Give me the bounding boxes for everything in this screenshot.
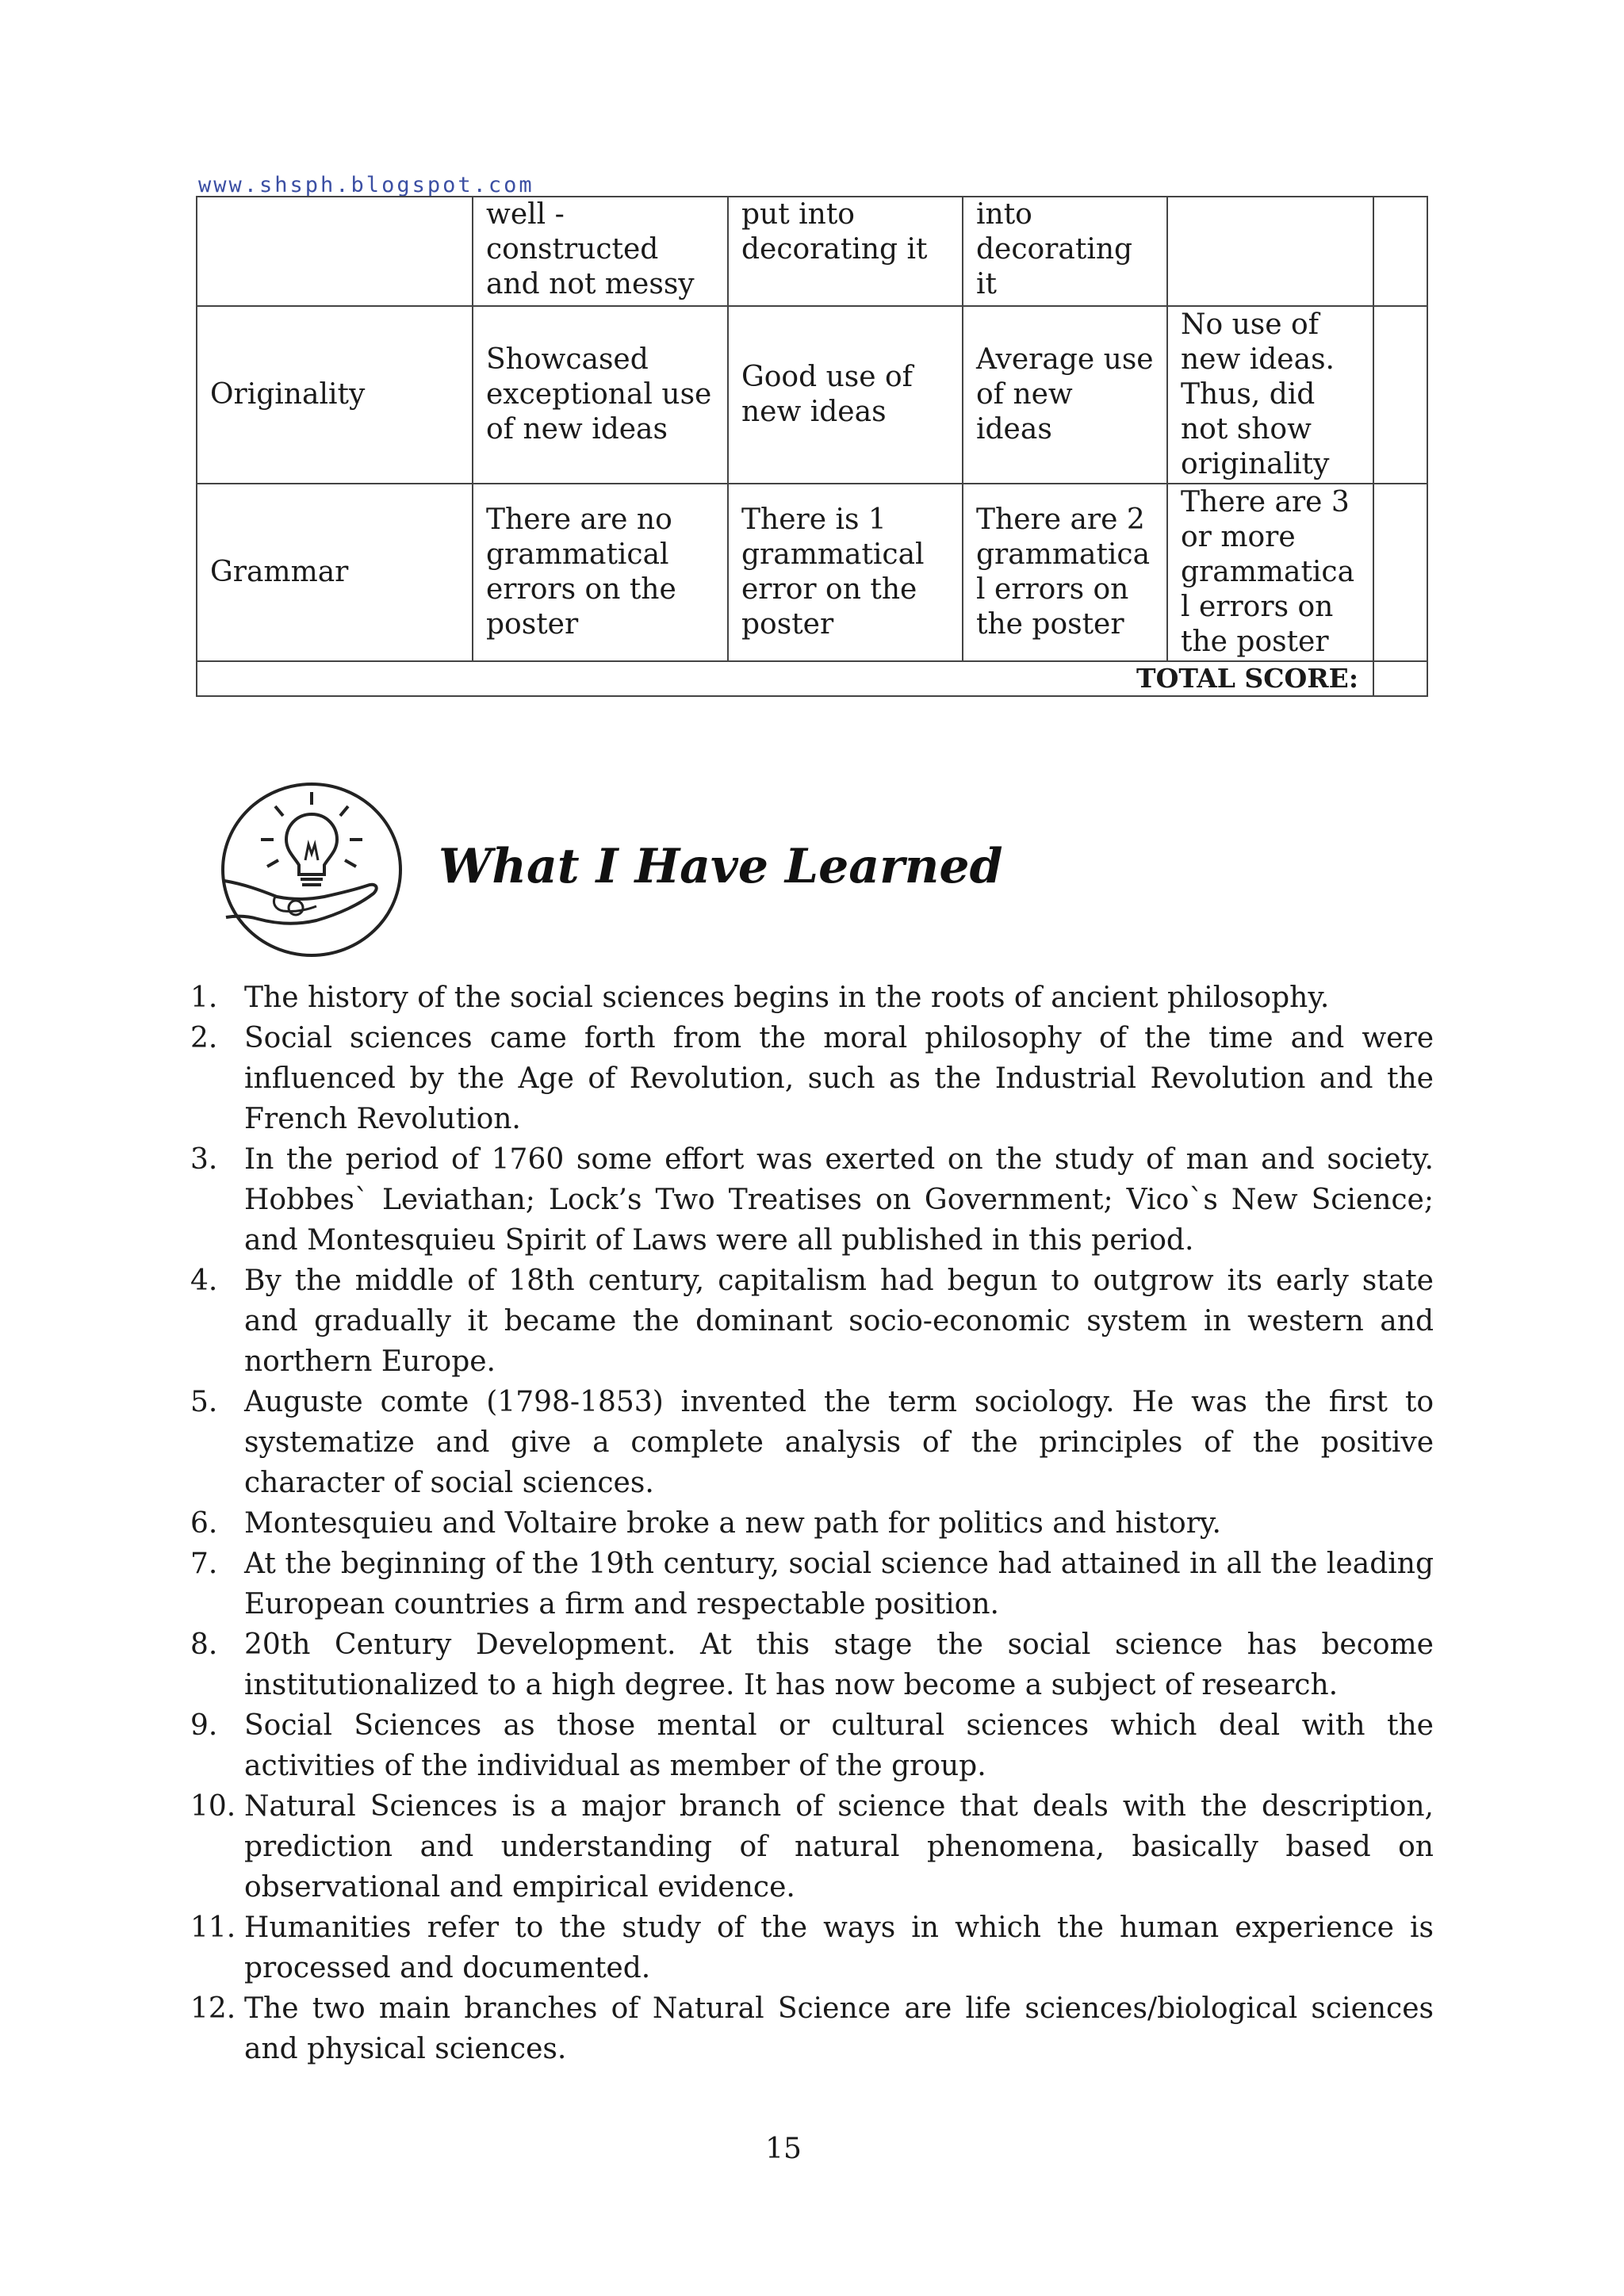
learned-list [190,978,1434,2069]
item-number: 9. [190,1709,218,1742]
rubric-cell: well - constructed and not messy [473,197,728,306]
list-item [190,1624,1434,1705]
rubric-cell: There are 3 or more grammatica l errors on the poster [1167,484,1373,661]
list-item [190,978,1434,1018]
table-row-continued [197,197,1427,306]
list-item [190,1261,1434,1382]
table-row-originality [197,306,1427,484]
score-cell[interactable] [1373,197,1427,306]
rubric-cell: Good use of new ideas [728,306,963,484]
criterion-cell: Grammar [197,484,473,661]
item-number: 10. [190,1790,236,1823]
list-item [190,1908,1434,1988]
item-number: 12. [190,1992,236,2025]
rubric-cell: Showcased exceptional use of new ideas [473,306,728,484]
item-number: 3. [190,1143,218,1176]
rubric-cell: into decorating it [963,197,1167,306]
table-row-grammar [197,484,1427,661]
rubric-cell [1167,197,1373,306]
watermark-url[interactable]: www.shsph.blogspot.com [198,173,534,197]
table-row-total [197,661,1427,696]
list-item [190,1786,1434,1908]
item-text: Montesquieu and Voltaire broke a new path for politics and history. [244,1507,1221,1540]
list-item [190,1503,1434,1544]
item-text: In the period of 1760 some effort was exerted on the study of man and society. Hobbes` Leviathan; Lock’s Two Treatises on Government; Vico`s New Science; and Montesquieu Spirit of Laws were all published in this period. [244,1143,1434,1257]
lightbulb-in-hand-icon [220,781,404,959]
list-item [190,1018,1434,1139]
item-text: 20th Century Development. At this stage the social science has become institutionalized to a high degree. It has now become a subject of research. [244,1628,1434,1701]
item-number: 8. [190,1628,218,1661]
item-number: 6. [190,1507,218,1540]
rubric-cell: No use of new ideas. Thus, did not show originality [1167,306,1373,484]
list-item [190,1988,1434,2069]
item-text: The two main branches of Natural Science are life sciences/biological sciences and physical sciences. [244,1992,1434,2065]
criterion-cell [197,197,473,306]
score-cell[interactable] [1373,484,1427,661]
rubric-table [196,196,1428,697]
item-number: 7. [190,1548,218,1580]
item-text: Social Sciences as those mental or cultural sciences which deal with the activities of the individual as member of the group. [244,1709,1434,1782]
item-number: 11. [190,1911,236,1944]
item-text: At the beginning of the 19th century, social science had attained in all the leading European countries a firm and respectable position. [244,1548,1434,1621]
rubric-cell: Average use of new ideas [963,306,1167,484]
item-text: Natural Sciences is a major branch of science that deals with the description, prediction and understanding of natural phenomena, basically based on observational and empirical evidence. [244,1790,1434,1904]
item-text: The history of the social sciences begins in the roots of ancient philosophy. [244,982,1330,1014]
score-cell[interactable] [1373,306,1427,484]
list-item [190,1382,1434,1503]
rubric-cell: There are 2 grammatica l errors on the poster [963,484,1167,661]
item-text: By the middle of 18th century, capitalism had begun to outgrow its early state and gradually it became the dominant socio-economic system in western and northern Europe. [244,1265,1434,1378]
item-text: Social sciences came forth from the moral philosophy of the time and were influenced by the Age of Revolution, such as the Industrial Revolution and the French Revolution. [244,1022,1434,1135]
item-number: 2. [190,1022,218,1054]
criterion-cell: Originality [197,306,473,484]
rubric-cell: There are no grammatical errors on the poster [473,484,728,661]
page-number: 15 [765,2133,802,2165]
total-score-label: TOTAL SCORE: [197,661,1373,696]
list-item [190,1705,1434,1786]
list-item [190,1544,1434,1624]
item-text: Auguste comte (1798-1853) invented the term sociology. He was the first to systematize and give a complete analysis of the principles of the positive character of social sciences. [244,1386,1434,1499]
item-text: Humanities refer to the study of the ways in which the human experience is processed and documented. [244,1911,1434,1984]
rubric-cell: put into decorating it [728,197,963,306]
item-number: 5. [190,1386,218,1418]
item-number: 1. [190,982,218,1014]
list-item [190,1139,1434,1261]
section-title: What I Have Learned [439,839,1003,894]
item-number: 4. [190,1265,218,1297]
total-score-cell[interactable] [1373,661,1427,696]
rubric-cell: There is 1 grammatical error on the poster [728,484,963,661]
